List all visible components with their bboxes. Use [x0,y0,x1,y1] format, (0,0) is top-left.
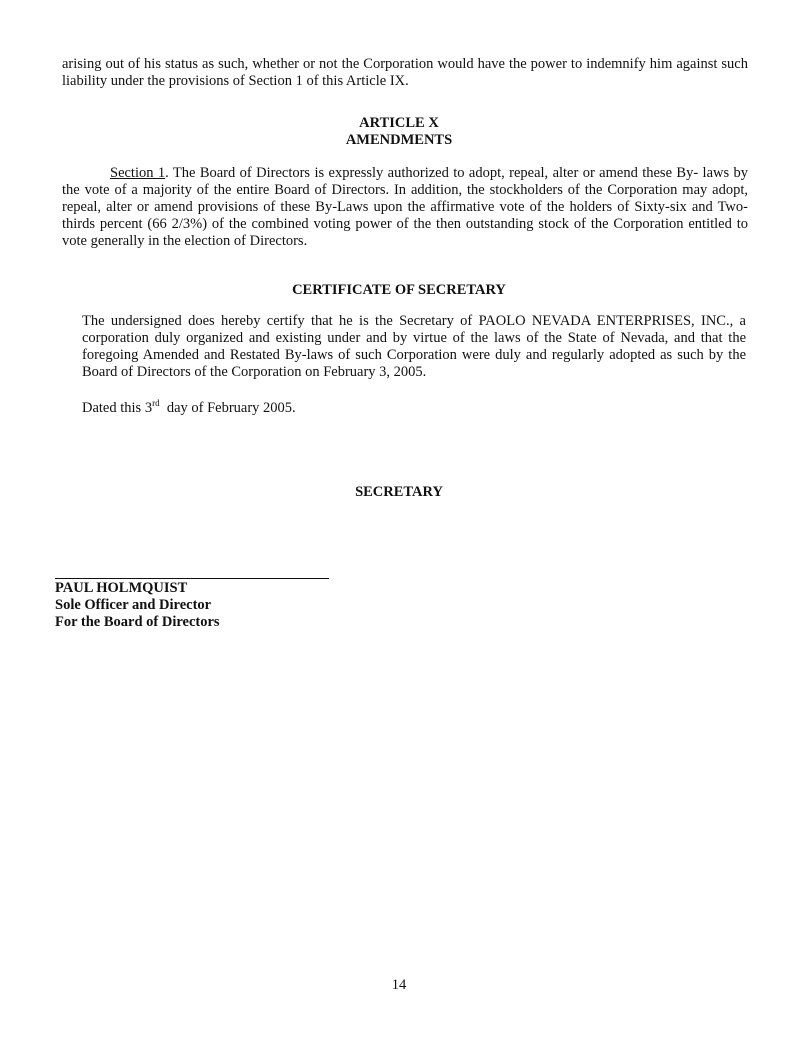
dated-suffix: day of February 2005. [159,400,296,416]
signature-line [55,578,329,579]
dated-ordinal: rd [152,398,160,409]
signature-block [55,580,220,631]
article-number-heading: ARTICLE X [359,115,439,131]
article-title-heading: AMENDMENTS [345,132,453,148]
dated-line [82,400,482,417]
signer-name: PAUL HOLMQUIST [55,580,188,596]
certificate-heading: CERTIFICATE OF SECRETARY [292,282,506,298]
section-1-paragraph [62,165,748,250]
section-1-label: Section 1 [110,165,166,181]
page-number: 14 [391,977,407,993]
signer-title: Sole Officer and Director [55,597,212,613]
signer-capacity: For the Board of Directors [55,614,220,630]
section-1-text: . The Board of Directors is expressly authorized to adopt, repeal, alter or amend these By- laws by the vote of a majority of the entire Board of Directors. In addition, the stockholders of the Corporation may adopt, repeal, alter or amend provisions of these By-Laws upon the affirmative vote of the holders of Sixty-six and Two-thirds percent (66 2/3%) of the combined voting power of the then outstanding stock of the Corporation entitled to vote generally in the election of Directors. [62,165,749,249]
carryover-paragraph: arising out of his status as such, whether or not the Corporation would have the power to indemnify him against such liability under the provisions of Section 1 of this Article IX. [62,56,748,89]
dated-prefix: Dated this 3 [82,400,153,416]
secretary-heading: SECRETARY [355,484,443,500]
certificate-body: The undersigned does hereby certify that he is the Secretary of PAOLO NEVADA ENTERPRISES, INC., a corporation duly organized and existing under and by virtue of the laws of the State of Nevada, and that the foregoing Amended and Restated By-laws of such Corporation were duly and regularly adopted as such by the Board of Directors of the Corporation on February 3, 2005. [82,313,746,380]
